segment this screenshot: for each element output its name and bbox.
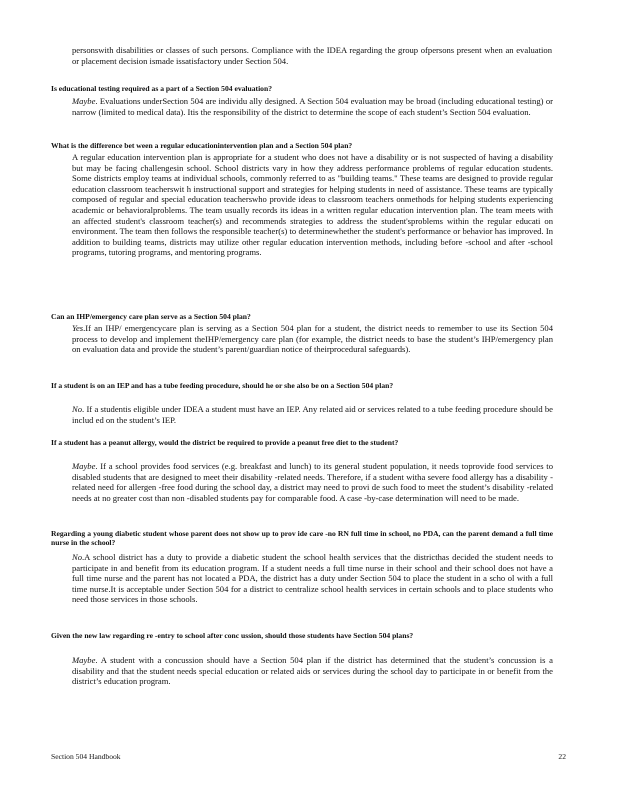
answer-paragraph — [72, 152, 553, 258]
footer-title: Section 504 Handbook — [51, 752, 121, 761]
question-heading: What is the difference bet ween a regular educationintervention plan and a Section 504 plan? — [51, 141, 353, 150]
answer-lead: Yes — [72, 323, 84, 333]
answer-lead: Maybe — [72, 461, 96, 471]
answer-text: A regular education intervention plan is appropriate for a student who does not have a disability or is not suspected of having a disability but may be facing challengesin school. School districts vary in how they address performance problems of regular education students. Some districts employ teams at individual schools, commonly referred to as "building teams." These teams are designed to provide regular education classroom teacherswit h instructional support and strategies for helping students in need of assistance. These teams are typically composed of regular and special education teacherswho provide ideas to classroom teachers onmethods for helping students experiencing academic or behavioralproblems. The team usually records its ideas in a written regular education intervention plan. The team meets with an affected student's classroom teacher(s) and recommends strategies to address the student'sproblems within the regular educati on environment. The team then follows the responsible teacher(s) to determinewhether the student's performance or behavior has improved. In addition to building teams, districts may utilize other regular education intervention methods, including before -school and after -school programs, tutoring programs, and mentoring programs. — [72, 152, 553, 258]
answer-paragraph — [72, 461, 553, 503]
answer-text: .If an IHP/ emergencycare plan is serving as a Section 504 plan for a student, the district needs to remember to use its Section 504 process to develop and implement theIHP/emergency care plan (for example, the district needs to base the student’s IHP/emergency plan on evaluation data and provide the student’s parent/guardian notice of theirprocedural safeguards). — [72, 323, 553, 355]
answer-text: . Evaluations underSection 504 are individu ally designed. A Section 504 evaluation may be broad (including educational testing) or narrow (limited to medical data). Itis the responsibility of the district to determine the scope of each student’s Section 504 evaluation. — [72, 96, 553, 117]
answer-paragraph — [72, 323, 553, 355]
answer-text: . A student with a concussion should have a Section 504 plan if the district has determined that the student’s concussion is a disability and that the student needs special education or related aids or services during the school day to participate in or benefit from the district’s education program. — [72, 655, 553, 687]
answer-lead: No — [72, 404, 83, 414]
answer-text: . If a school provides food services (e.g. breakfast and lunch) to its general student population, it needs toprovide food services to disabled students that are designed to meet their disability -related needs. Therefore, if a student witha severe food allergy has a disability -related need for allergen -free food during the school day, a district may need to provi de such food to meet the student’s disability -related needs at no greater cost than non -disabled students pay for comparable food. A case -by-case determination will need to be made. — [72, 461, 553, 503]
answer-paragraph — [72, 655, 553, 687]
intro-paragraph: personswith disabilities or classes of such persons. Compliance with the IDEA regarding the group ofpersons present when an evaluation or placement decision ismade issatisfactory under Section 504. — [72, 45, 552, 66]
answer-lead: Maybe — [72, 655, 96, 665]
question-heading: Can an IHP/emergency care plan serve as a Section 504 plan? — [51, 312, 251, 321]
question-heading: If a student is on an IEP and has a tube feeding procedure, should he or she also be on a Section 504 plan? — [51, 381, 394, 390]
answer-paragraph — [72, 404, 553, 425]
question-heading: If a student has a peanut allergy, would the district be required to provide a peanut free diet to the student? — [51, 438, 399, 447]
page-number: 22 — [558, 752, 566, 761]
question-heading: Regarding a young diabetic student whose parent does not show up to prov ide care -no RN full time in school, no PDA, can the parent demand a full time nurse in the school? — [51, 529, 553, 548]
answer-lead: No — [72, 552, 83, 562]
answer-paragraph — [72, 552, 553, 605]
answer-text: . If a studentis eligible under IDEA a student must have an IEP. Any related aid or services related to a tube feeding procedure should be includ ed on the student’s IEP. — [72, 404, 553, 425]
answer-lead: Maybe — [72, 96, 96, 106]
question-heading: Given the new law regarding re -entry to school after conc ussion, should those students have Section 504 plans? — [51, 631, 414, 640]
answer-text: .A school district has a duty to provide a diabetic student the school health services that the districthas decided the student needs to participate in and benefit from its education program. If a student needs a full time nurse in their school and their school does not have a full time nurse and the parent has not located a PDA, the district has a duty under Section 504 to place the student in a scho ol with a full time nurse.It is acceptable under Section 504 for a district to centralize school health services in certain schools and to place students who need those services in those schools. — [72, 552, 553, 605]
answer-paragraph — [72, 96, 553, 117]
question-heading: Is educational testing required as a part of a Section 504 evaluation? — [51, 84, 272, 93]
